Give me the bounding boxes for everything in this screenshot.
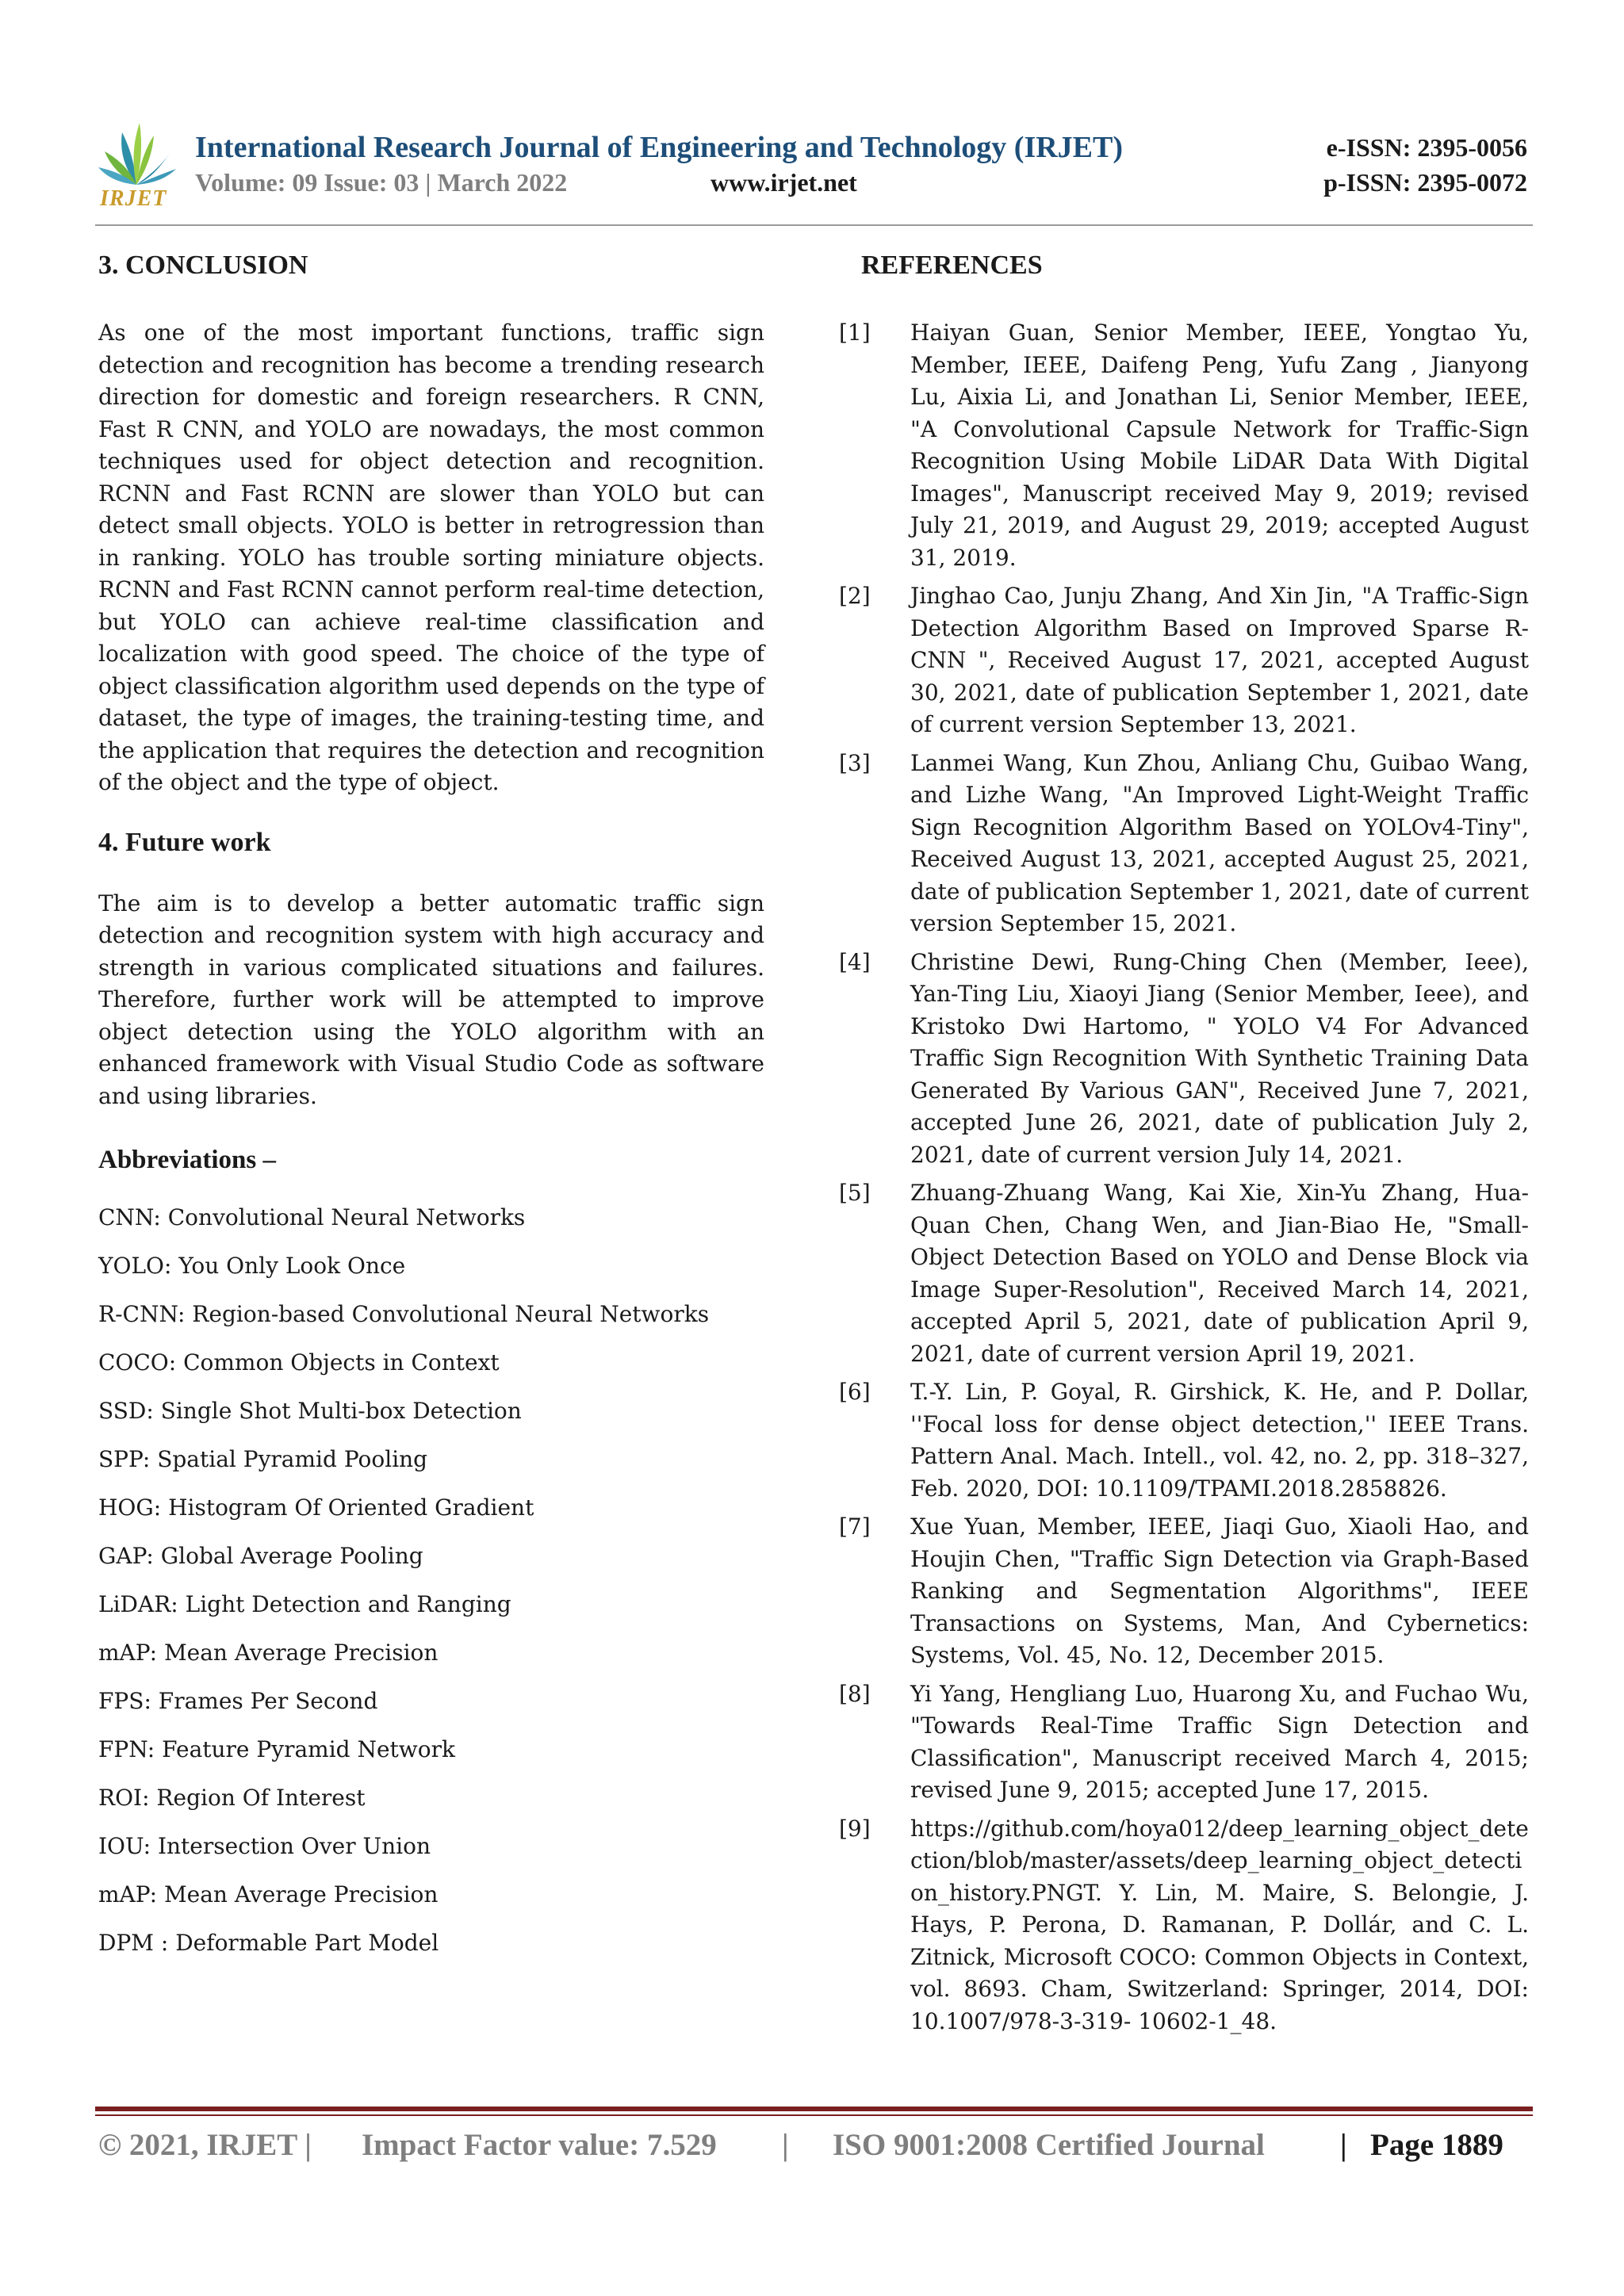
reference-item: [839, 1177, 1529, 1370]
reference-number: [1]: [839, 320, 871, 346]
reference-text: Haiyan Guan, Senior Member, IEEE, Yongtao Yu, Member, IEEE, Daifeng Peng, Yufu Zang , Jianyong Lu, Aixia Li, and Jonathan Li, Senior Member, IEEE, "A Convolutional Capsule Network for Traffic-Sign Recognition Using Mobile LiDAR Data With Digital Images", Manuscript received May 9, 2019; revised July 21, 2019, and August 29, 2019; accepted August 31, 2019.: [910, 320, 1529, 571]
conclusion-heading: 3. CONCLUSION: [98, 251, 308, 280]
abbreviation-item: DPM : Deformable Part Model: [98, 1930, 439, 1956]
references-list: [839, 317, 1529, 2038]
reference-text: T.-Y. Lin, P. Goyal, R. Girshick, K. He, and P. Dollar, ''Focal loss for dense object detection,'' IEEE Trans. Pattern Anal. Mach. Intell., vol. 42, no. 2, pp. 318–327, Feb. 2020, DOI: 10.1109/TPAMI.2018.2858826.: [910, 1379, 1529, 1502]
pissn: p-ISSN: 2395-0072: [1323, 168, 1527, 197]
footer-page-number: Page 1889: [1370, 2128, 1503, 2162]
website-link[interactable]: www.irjet.net: [710, 168, 857, 197]
abbreviations-list: [98, 1202, 764, 1959]
abbreviation-item: mAP: Mean Average Precision: [98, 1881, 439, 1908]
reference-item: [839, 317, 1529, 574]
eissn: e-ISSN: 2395-0056: [1326, 133, 1527, 162]
abbreviation-item: mAP: Mean Average Precision: [98, 1640, 439, 1666]
reference-text: https://github.com/hoya012/deep_learning_object_detection/blob/master/assets/deep_learning_object_detection_history.PNGT. Y. Lin, M. Maire, S. Belongie, J. Hays, P. Perona, D. Ramanan, P. Dollár, and C. L. Zitnick, Microsoft COCO: Common Objects in Context, vol. 8693. Cham, Switzerland: Springer, 2014, DOI: 10.1007/978-3-319- 10602-1_48.: [910, 1815, 1529, 2034]
reference-number: [6]: [839, 1379, 871, 1405]
references-heading: REFERENCES: [861, 251, 1043, 280]
reference-number: [9]: [839, 1815, 871, 1842]
reference-text: Lanmei Wang, Kun Zhou, Anliang Chu, Guibao Wang, and Lizhe Wang, "An Improved Light-Weight Traffic Sign Recognition Algorithm Based on YOLOv4-Tiny", Received August 13, 2021, accepted August 25, 2021, date of publication September 1, 2021, date of current version September 15, 2021.: [910, 749, 1529, 936]
abbreviations-heading: Abbreviations –: [98, 1146, 277, 1174]
footer-rule-thin: [95, 2114, 1533, 2116]
footer-separator-2: |: [1340, 2128, 1347, 2162]
footer-copyright: © 2021, IRJET |: [98, 2128, 312, 2162]
abbreviation-item: SSD: Single Shot Multi-box Detection: [98, 1398, 522, 1424]
reference-item: [839, 1376, 1529, 1505]
logo-text: IRJET: [100, 186, 167, 211]
abbreviation-item: GAP: Global Average Pooling: [98, 1543, 423, 1569]
footer-separator: |: [782, 2128, 789, 2162]
future-work-text: The aim is to develop a better automatic traffic sign detection and recognition system with high accuracy and strength in various complicated situations and failures. Therefore, further work will be attempted to improve object detection using the YOLO algorithm with an enhanced framework with Visual Studio Code as software and using libraries.: [98, 890, 764, 1109]
abbreviation-item: COCO: Common Objects in Context: [98, 1349, 500, 1376]
reference-item: [839, 1813, 1529, 2038]
reference-item: [839, 580, 1529, 741]
footer-rule-thick: [95, 2107, 1533, 2111]
reference-item: [839, 1678, 1529, 1807]
reference-number: [3]: [839, 749, 871, 776]
reference-number: [7]: [839, 1513, 871, 1540]
volume-issue: Volume: 09 Issue: 03 | March 2022: [195, 168, 568, 197]
reference-text: Jinghao Cao, Junju Zhang, And Xin Jin, "A Traffic-Sign Detection Algorithm Based on Improved Sparse R-CNN ", Received August 17, 2021, accepted August 30, 2021, date of publication September 1, 2021, date of current version September 13, 2021.: [910, 583, 1529, 737]
footer-iso: ISO 9001:2008 Certified Journal: [833, 2128, 1265, 2162]
conclusion-text: As one of the most important functions, traffic sign detection and recognition has become a trending research direction for domestic and foreign researchers. R CNN, Fast R CNN, and YOLO are nowadays, the most common techniques used for object detection and recognition. RCNN and Fast RCNN are slower than YOLO but can detect small objects. YOLO is better in retrogression than in ranking. YOLO has trouble sorting miniature objects. RCNN and Fast RCNN cannot perform real-time detection, but YOLO can achieve real-time classification and localization with good speed. The choice of the type of object classification algorithm used depends on the type of dataset, the type of images, the training-testing time, and the application that requires the detection and recognition of the object and the type of object.: [98, 320, 764, 795]
abbreviation-item: R-CNN: Region-based Convolutional Neural Networks: [98, 1301, 710, 1327]
reference-text: Zhuang-Zhuang Wang, Kai Xie, Xin-Yu Zhang, Hua-Quan Chen, Chang Wen, and Jian-Biao He, "Small-Object Detection Based on YOLO and Dense Block via Image Super-Resolution", Received March 14, 2021, accepted April 5, 2021, date of publication April 9, 2021, date of current version April 19, 2021.: [910, 1180, 1529, 1367]
reference-text: Yi Yang, Hengliang Luo, Huarong Xu, and Fuchao Wu, "Towards Real-Time Traffic Sign Detection and Classification", Manuscript received March 4, 2015; revised June 9, 2015; accepted June 17, 2015.: [910, 1680, 1529, 1803]
abbreviation-item: SPP: Spatial Pyramid Pooling: [98, 1446, 428, 1472]
abbreviation-item: CNN: Convolutional Neural Networks: [98, 1204, 526, 1230]
left-column: [98, 251, 764, 1976]
reference-text: Christine Dewi, Rung-Ching Chen (Member, Ieee), Yan-Ting Liu, Xiaoyi Jiang (Senior Member, Ieee), and Kristoko Dwi Hartomo, " YOLO V4 For Advanced Traffic Sign Recognition With Synthetic Training Data Generated By Various GAN", Received June 7, 2021, accepted June 26, 2021, date of publication July 2, 2021, date of current version July 14, 2021.: [910, 948, 1529, 1168]
right-column: [839, 251, 1529, 2044]
abbreviation-item: HOG: Histogram Of Oriented Gradient: [98, 1494, 534, 1521]
journal-title: International Research Journal of Engineering and Technology (IRJET): [195, 131, 1124, 164]
reference-number: [4]: [839, 948, 871, 975]
header-divider: [95, 224, 1533, 226]
reference-number: [8]: [839, 1680, 871, 1707]
reference-item: [839, 748, 1529, 940]
abbreviation-item: FPS: Frames Per Second: [98, 1688, 378, 1714]
reference-item: [839, 947, 1529, 1172]
abbreviation-item: FPN: Feature Pyramid Network: [98, 1736, 455, 1762]
irjet-logo: [95, 115, 178, 210]
reference-text: Xue Yuan, Member, IEEE, Jiaqi Guo, Xiaoli Hao, and Houjin Chen, "Traffic Sign Detection via Graph-Based Ranking and Segmentation Algorithms", IEEE Transactions on Systems, Man, And Cybernetics: Systems, Vol. 45, No. 12, December 2015.: [910, 1513, 1529, 1668]
abbreviation-item: ROI: Region Of Interest: [98, 1785, 366, 1811]
reference-number: [5]: [839, 1180, 871, 1206]
reference-number: [2]: [839, 583, 871, 609]
reference-item: [839, 1511, 1529, 1672]
abbreviation-item: IOU: Intersection Over Union: [98, 1833, 431, 1859]
abbreviation-item: LiDAR: Light Detection and Ranging: [98, 1591, 511, 1617]
abbreviation-item: YOLO: You Only Look Once: [98, 1253, 406, 1279]
footer-impact-factor: Impact Factor value: 7.529: [362, 2128, 717, 2162]
future-work-heading: 4. Future work: [98, 827, 271, 857]
